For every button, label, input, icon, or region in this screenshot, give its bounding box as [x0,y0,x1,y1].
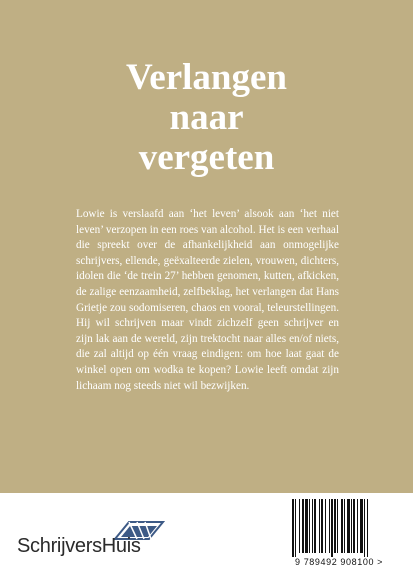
publisher-logo [17,519,187,559]
barcode-bar [341,499,343,553]
barcode-bar [319,499,320,553]
barcode-bar [337,499,338,553]
barcode-bar [364,499,365,557]
barcode-bar [353,499,355,553]
title-line-1: Verlangen [125,57,288,98]
publisher-name: SchrijversHuis [17,535,141,557]
barcode-bar [351,499,352,553]
barcode-bar [357,499,358,553]
title-line-2: naar [169,97,244,138]
barcode-bar [331,499,333,557]
barcode-digits: 9 789492 908100 > [294,557,384,567]
barcode-bar [295,499,296,557]
barcode-bar [314,499,316,553]
title-line-3: vergeten [138,137,275,178]
isbn-barcode [279,499,399,569]
barcode-bar [312,499,313,553]
barcode-bar [334,499,336,553]
barcode-bar [360,499,363,553]
barcode-bar [347,499,350,553]
barcode-bar [292,499,294,557]
barcode-bar [325,499,326,553]
barcode-bar [305,499,308,553]
barcode-bar [367,499,368,557]
barcode-bars [291,499,391,557]
book-title [0,58,413,178]
barcode-bar [299,499,300,553]
barcode-bar [302,499,304,553]
barcode-bar [344,499,345,553]
blurb-text: Lowie is verslaafd aan ‘het leven’ alsook aan ‘het niet leven’ verzopen in een roes van alcohol. Het is een verhaal die spreekt over de afhankelijkheid aan onmogelijke schrijvers, ellende, geëxalteerde zielen, vrouwen, dichters, idolen die ‘de trein 27’ hebben genomen, kutten, afkicken, de zalige eenzaamheid, zelfbeklag, het verlangen dat Hans Grietje zou sodomiseren, chaos en vooral, teleurstellingen. Hij wil schrijven maar vindt zichzelf geen schrijver en zijn lak aan de wereld, zijn trektocht naar alles en/of niets, die zal altijd op één vraag eindigen: om hoe laat gaat de winkel open om wodka te kopen? Lowie leeft omdat zijn lichaam nog steeds niet wil bezwijken. [76,208,339,392]
barcode-bar [321,499,323,553]
barcode-bar [309,499,310,553]
barcode-bar [329,499,330,553]
